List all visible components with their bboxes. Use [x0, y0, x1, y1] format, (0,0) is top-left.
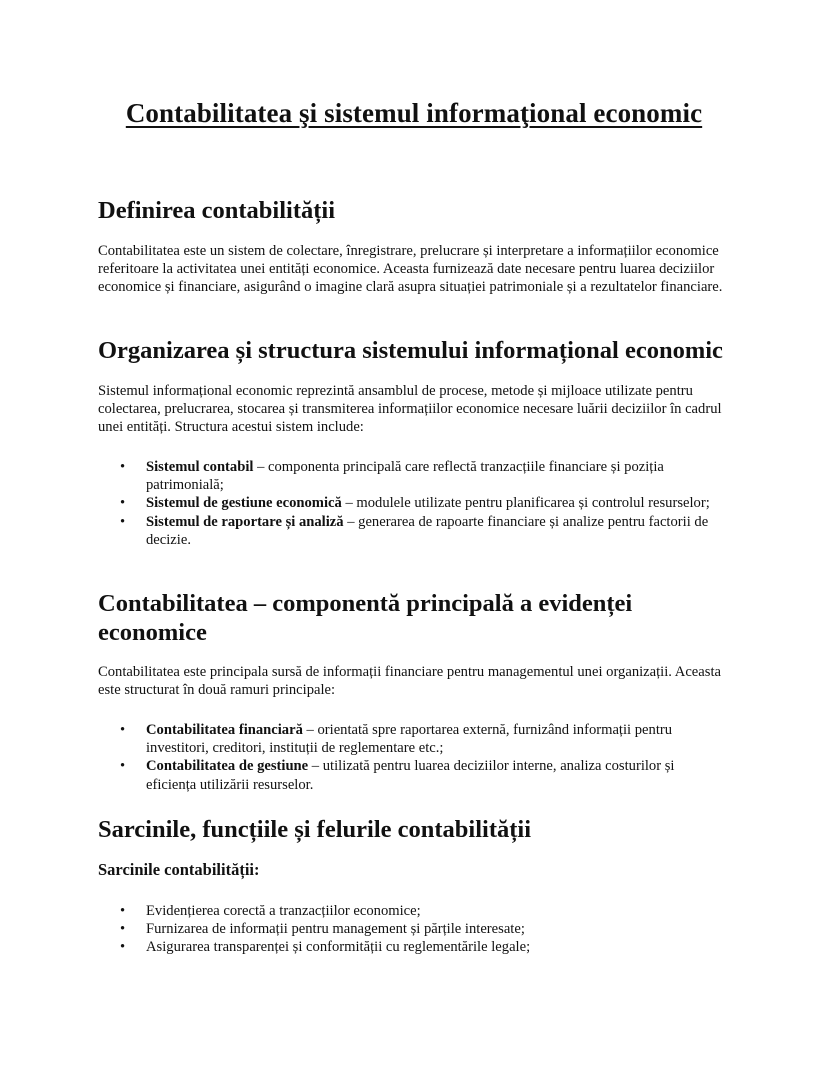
bullet-icon: • [120, 758, 126, 775]
list-item [98, 721, 726, 757]
list-item [98, 494, 726, 512]
list-item-term: Sistemul de raportare și analiză [146, 513, 344, 530]
list-item-text: Evidențierea corectă a tranzacțiilor economice; [146, 903, 421, 919]
bullet-icon: • [120, 459, 126, 475]
list-item [98, 458, 726, 494]
bullet-icon: • [120, 722, 126, 738]
section-paragraph-definition: Contabilitatea este un sistem de colectare, înregistrare, prelucrare și interpretare a informațiilor economice referitoare la activitatea unei entități economice. Aceasta furnizează date necesare pentru luarea deciziilor economice și financiare, asigurând o imagine clară asupra situației patrimoniale și a rezultatelor financiare. [98, 243, 723, 296]
list-item [98, 513, 726, 549]
list-item [98, 757, 726, 793]
list-item-text: Furnizarea de informații pentru management și părțile interesate; [146, 921, 525, 938]
list-item-term: Sistemul de gestiune economică [146, 495, 342, 512]
structure-list [98, 458, 738, 549]
section-heading-tasks-functions: Sarcinile, funcțiile și felurile contabilității [98, 816, 532, 843]
section-paragraph-organization: Sistemul informațional economic reprezintă ansamblul de procese, metode și mijloace utilizate pentru colectarea, prelucrarea, stocarea și transmiterea informațiilor economice necesare luării deciziilor în cadrul unei entități. Structura acestui sistem include: [98, 383, 722, 436]
list-item-text: – orientată spre raportarea externă, furnizând informații pentru investitori, creditori, instituții de reglementare etc.; [146, 722, 673, 757]
bullet-icon: • [120, 495, 126, 512]
section-paragraph-accounting-component: Contabilitatea este principala sursă de informații financiare pentru managementul unei organizații. Aceasta este structurat în două ramuri principale: [98, 664, 721, 699]
branches-list [98, 721, 738, 794]
list-item-text: – generarea de rapoarte financiare și analize pentru factorii de decizie. [146, 513, 709, 548]
bullet-icon: • [120, 921, 126, 938]
list-item-term: Contabilitatea de gestiune [146, 758, 309, 775]
list-item [98, 920, 726, 938]
list-item-text: – componenta principală care reflectă tranzacțiile financiare și poziția patrimonială; [146, 459, 664, 494]
document-title: Contabilitatea şi sistemul informaţional economic [125, 98, 703, 128]
list-item-term: Contabilitatea financiară [146, 722, 303, 738]
bullet-icon: • [120, 903, 126, 919]
section-heading-definition: Definirea contabilității [98, 197, 336, 224]
subheading-tasks: Sarcinile contabilității: [98, 860, 260, 879]
section-heading-accounting-component: Contabilitatea – componentă principală a evidenței economice [98, 590, 633, 646]
list-item [98, 938, 726, 956]
tasks-list [98, 902, 738, 957]
bullet-icon: • [120, 939, 126, 956]
list-item-text: Asigurarea transparenței și conformității cu reglementările legale; [146, 939, 531, 956]
list-item-term: Sistemul contabil [146, 459, 254, 475]
section-heading-organization: Organizarea și structura sistemului informațional economic [98, 337, 723, 364]
bullet-icon: • [120, 513, 126, 530]
list-item [98, 902, 726, 920]
list-item-text: – modulele utilizate pentru planificarea și controlul resurselor; [341, 495, 710, 512]
list-item-text: – utilizată pentru luarea deciziilor interne, analiza costurilor și eficiența utilizării resurselor. [146, 758, 675, 793]
